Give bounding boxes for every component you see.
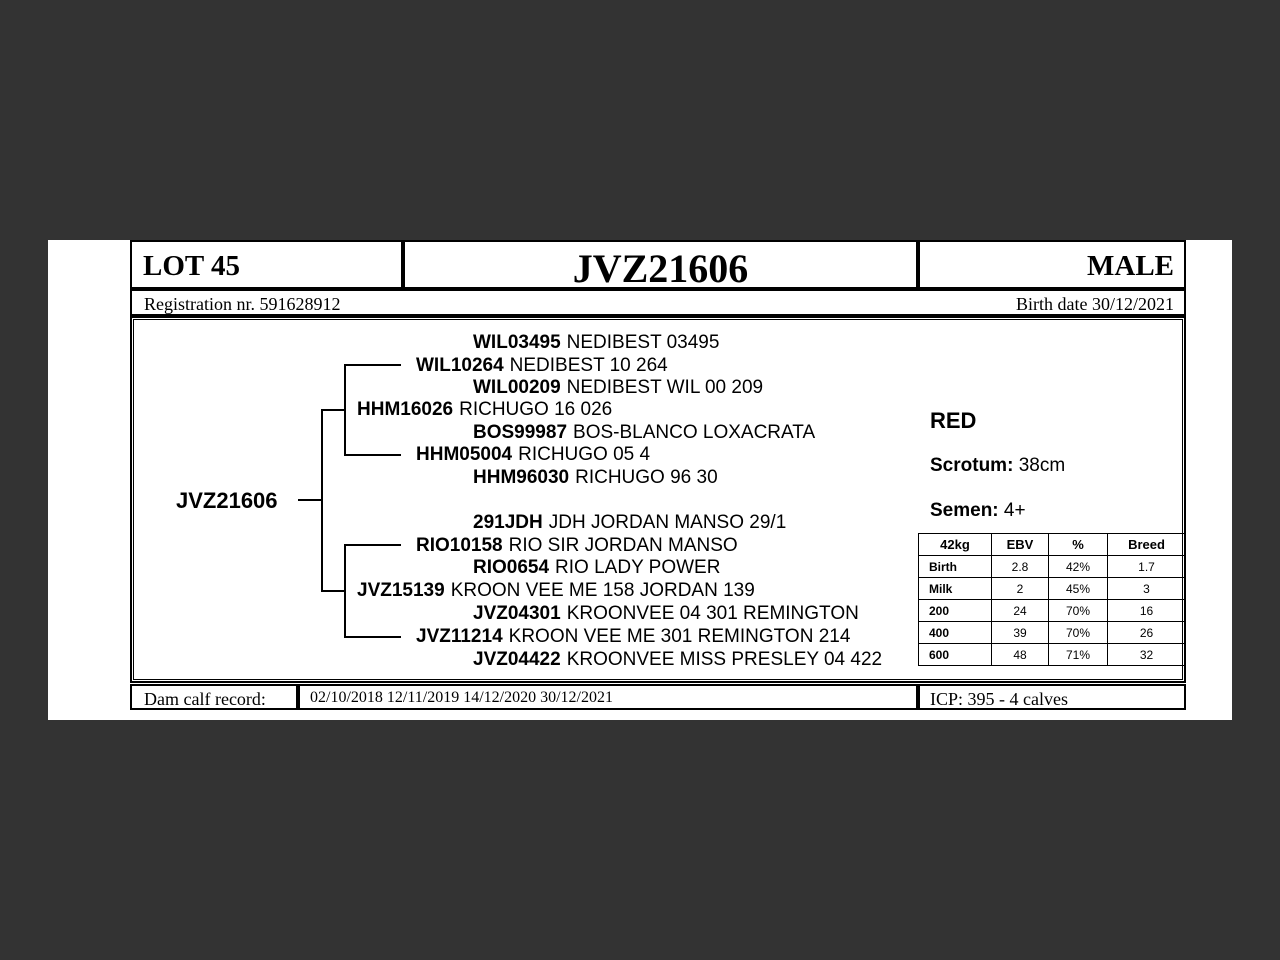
cell: 3	[1108, 578, 1186, 600]
sire-dam-dam	[473, 467, 718, 489]
row-label: 400	[919, 622, 992, 644]
cell: 32	[1108, 644, 1186, 666]
cell: 39	[992, 622, 1049, 644]
code: BOS99987	[473, 422, 568, 443]
icp-box	[918, 684, 1186, 710]
code: 291JDH	[473, 512, 543, 533]
code: RIO0654	[473, 557, 550, 578]
name: RIO SIR JORDAN MANSO	[508, 535, 738, 556]
cell: 2	[992, 578, 1049, 600]
pedigree-subject: JVZ21606	[176, 488, 278, 513]
sire-sire-dam	[473, 377, 763, 399]
row-label: 200	[919, 600, 992, 622]
scrotum-label: Scrotum:	[930, 455, 1014, 476]
dam-sire-connector	[344, 544, 401, 546]
cell: 45%	[1049, 578, 1108, 600]
row-label: Birth	[919, 556, 992, 578]
header-weight: 42kg	[919, 534, 992, 556]
registration-row	[130, 289, 1186, 316]
code: WIL03495	[473, 332, 561, 353]
sire-sire	[416, 355, 668, 377]
scrotum-value: 38cm	[1018, 455, 1066, 476]
name: RIO LADY POWER	[555, 557, 721, 578]
sale-catalogue-card	[48, 240, 1232, 720]
dam-sire	[416, 535, 738, 557]
code: RIO10158	[416, 535, 503, 556]
code: JVZ04422	[473, 649, 561, 670]
code: WIL10264	[416, 355, 504, 376]
lot-box	[130, 240, 403, 289]
sex-label: MALE	[1087, 250, 1174, 282]
name: BOS-BLANCO LOXACRATA	[573, 422, 816, 443]
code: HHM05004	[416, 444, 513, 465]
dam-calf-record-label: Dam calf record:	[144, 689, 266, 709]
table-row	[919, 556, 1186, 578]
code: JVZ15139	[357, 580, 445, 601]
dam-dam	[416, 626, 850, 648]
table-row	[919, 622, 1186, 644]
code: HHM16026	[357, 399, 454, 420]
sex-box	[918, 240, 1186, 289]
header-percent: %	[1049, 534, 1108, 556]
sire-dam-connector	[344, 454, 401, 456]
cell: 71%	[1049, 644, 1108, 666]
dam-calf-dates: 02/10/2018 12/11/2019 14/12/2020 30/12/2021	[310, 689, 613, 706]
ebv-header-row	[919, 534, 1186, 556]
name: JDH JORDAN MANSO 29/1	[548, 512, 787, 533]
semen-value: 4+	[1003, 500, 1026, 521]
code: HHM96030	[473, 467, 570, 488]
cell: 1.7	[1108, 556, 1186, 578]
row-label: 600	[919, 644, 992, 666]
lot-number: LOT 45	[143, 250, 240, 282]
name: RICHUGO 16 026	[459, 399, 613, 420]
header-ebv: EBV	[992, 534, 1049, 556]
dam	[357, 580, 755, 602]
name: NEDIBEST WIL 00 209	[566, 377, 764, 398]
sire-dam-sire	[473, 422, 815, 444]
name: KROONVEE MISS PRESLEY 04 422	[566, 649, 883, 670]
row-label: Milk	[919, 578, 992, 600]
dam-dam-dam	[473, 649, 882, 671]
sire-sire-sire	[473, 332, 719, 354]
cell: 42%	[1049, 556, 1108, 578]
cell: 26	[1108, 622, 1186, 644]
name: KROON VEE ME 158 JORDAN 139	[450, 580, 755, 601]
dam-dam-connector	[344, 636, 401, 638]
dam-vertical	[344, 544, 346, 638]
birth-date: Birth date 30/12/2021	[1016, 294, 1174, 314]
animal-id-box	[403, 240, 918, 289]
code: JVZ04301	[473, 603, 561, 624]
animal-id-title: JVZ21606	[572, 246, 749, 291]
name: KROON VEE ME 301 REMINGTON 214	[508, 626, 851, 647]
dam-dates-box	[298, 684, 918, 710]
cell: 70%	[1049, 622, 1108, 644]
dam-label-box	[130, 684, 298, 710]
cell: 48	[992, 644, 1049, 666]
registration-number: Registration nr. 591628912	[144, 294, 341, 314]
sire-dam	[416, 444, 650, 466]
ebv-table	[918, 533, 1186, 666]
cell: 70%	[1049, 600, 1108, 622]
cell: 16	[1108, 600, 1186, 622]
cell: 2.8	[992, 556, 1049, 578]
name: RICHUGO 96 30	[575, 467, 718, 488]
name: NEDIBEST 10 264	[509, 355, 668, 376]
name: NEDIBEST 03495	[566, 332, 720, 353]
sire-sire-connector	[344, 364, 401, 366]
coat-color: RED	[930, 408, 977, 433]
semen-label: Semen:	[930, 500, 999, 521]
name: RICHUGO 05 4	[518, 444, 651, 465]
dam-sire-sire	[473, 512, 786, 534]
dam-sire-dam	[473, 557, 720, 579]
sire-vertical	[344, 364, 346, 455]
dam-connector	[321, 590, 344, 592]
table-row	[919, 578, 1186, 600]
table-row	[919, 644, 1186, 666]
main-vertical	[321, 409, 323, 592]
table-row	[919, 600, 1186, 622]
cell: 24	[992, 600, 1049, 622]
code: WIL00209	[473, 377, 561, 398]
sire-connector	[321, 409, 344, 411]
sire	[357, 399, 612, 421]
code: JVZ11214	[416, 626, 503, 647]
scrotum-trait	[930, 455, 1065, 477]
semen-trait	[930, 500, 1026, 522]
name: KROONVEE 04 301 REMINGTON	[566, 603, 859, 624]
icp-value: ICP: 395 - 4 calves	[930, 689, 1068, 709]
subject-connector	[298, 499, 321, 501]
dam-dam-sire	[473, 603, 859, 625]
header-breed: Breed	[1108, 534, 1186, 556]
